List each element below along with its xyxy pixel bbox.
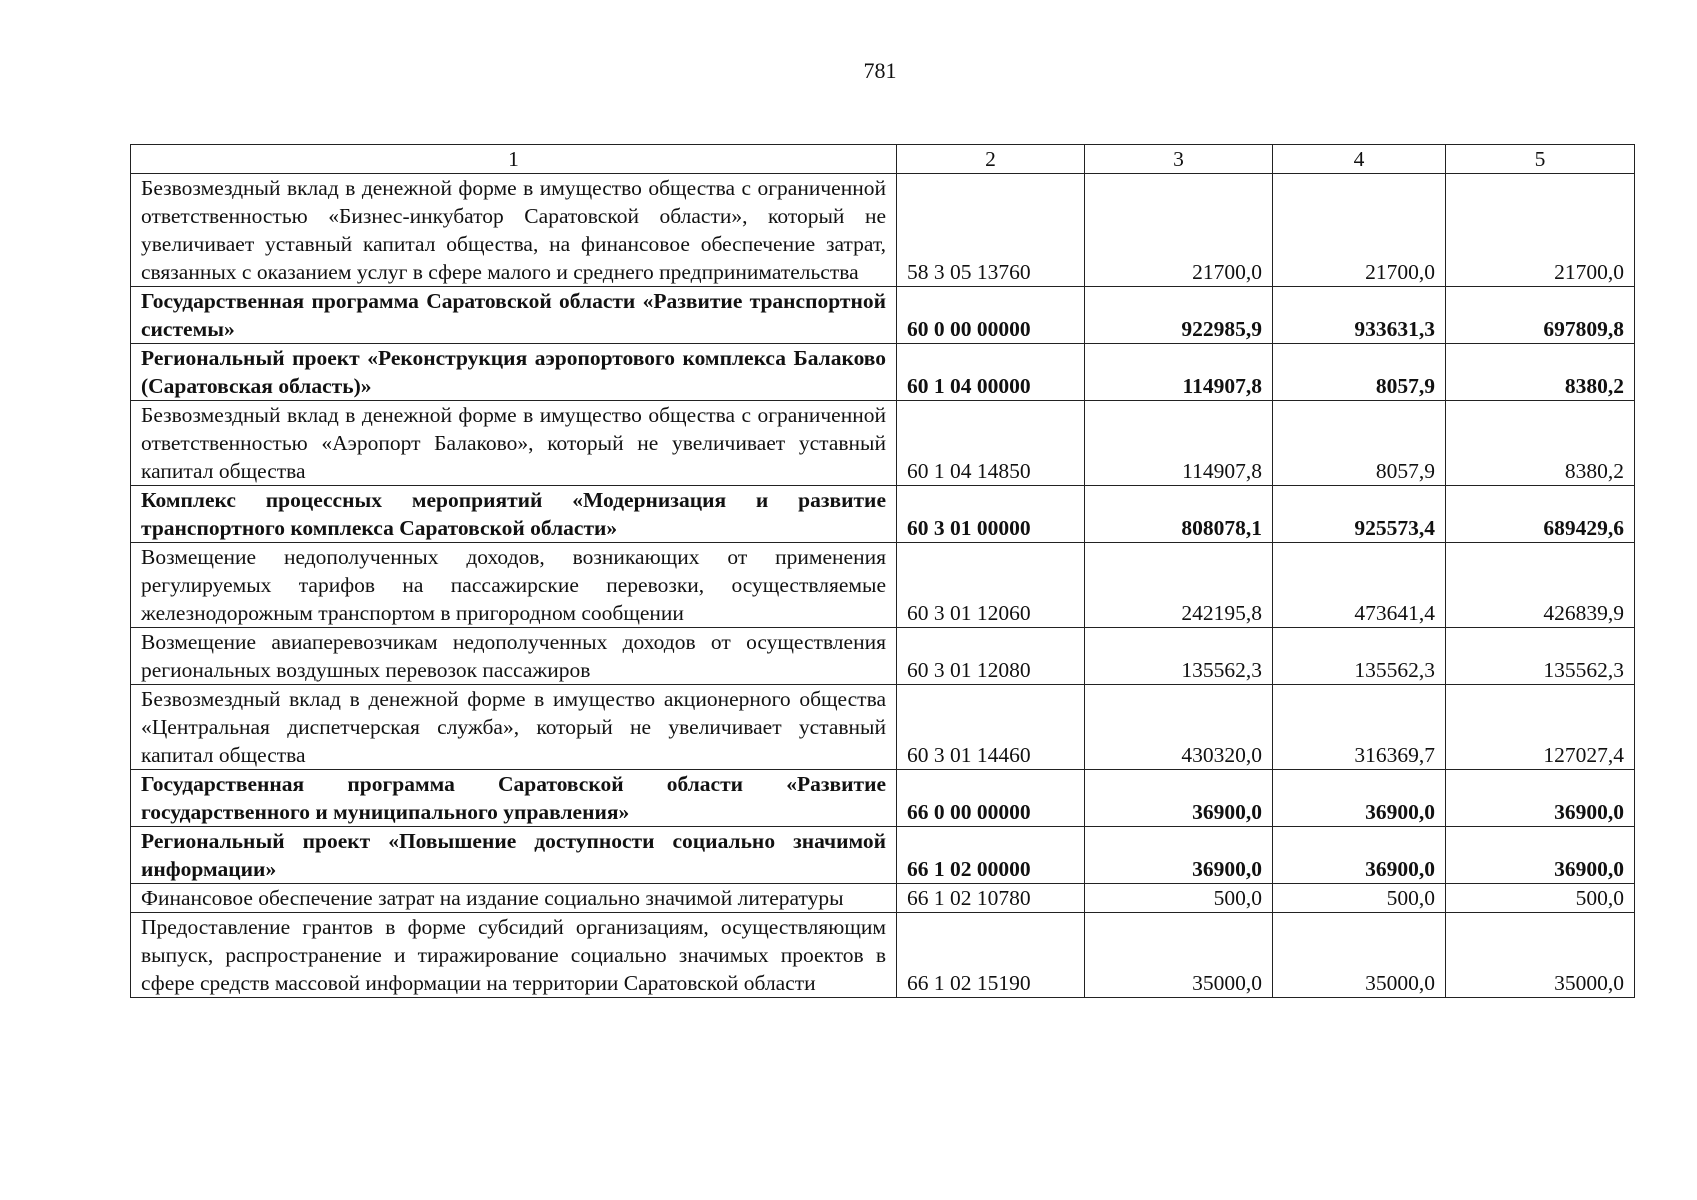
row-value-col5-cell: 500,0 — [1446, 884, 1635, 913]
row-value-col3-cell: 242195,8 — [1085, 543, 1273, 628]
row-name-cell: Комплекс процессных мероприятий «Модернизация и развитие транспортного комплекса Саратовской области» — [131, 486, 897, 543]
row-code-cell: 66 1 02 10780 — [897, 884, 1085, 913]
row-value-col3-cell: 36900,0 — [1085, 827, 1273, 884]
row-value-col4-cell: 925573,4 — [1273, 486, 1446, 543]
table-row — [131, 287, 1635, 344]
row-value-col3-cell: 135562,3 — [1085, 628, 1273, 685]
row-name-cell: Государственная программа Саратовской области «Развитие государственного и муниципального управления» — [131, 770, 897, 827]
column-header-1: 1 — [131, 145, 897, 174]
column-header-5: 5 — [1446, 145, 1635, 174]
row-code-cell: 60 1 04 14850 — [897, 401, 1085, 486]
row-value-col4-cell: 8057,9 — [1273, 401, 1446, 486]
row-code-cell: 60 3 01 00000 — [897, 486, 1085, 543]
row-value-col5-cell: 8380,2 — [1446, 401, 1635, 486]
row-name-cell: Безвозмездный вклад в денежной форме в имущество акционерного общества «Центральная диспетчерская служба», который не увеличивает уставный капитал общества — [131, 685, 897, 770]
row-name-cell: Безвозмездный вклад в денежной форме в имущество общества с ограниченной ответственностью «Аэропорт Балаково», который не увеличивает уставный капитал общества — [131, 401, 897, 486]
row-value-col5-cell: 36900,0 — [1446, 827, 1635, 884]
table-row — [131, 401, 1635, 486]
table-row — [131, 770, 1635, 827]
row-name-cell: Финансовое обеспечение затрат на издание социально значимой литературы — [131, 884, 897, 913]
row-name-cell: Безвозмездный вклад в денежной форме в имущество общества с ограниченной ответственностью «Бизнес-инкубатор Саратовской области», который не увеличивает уставный капитал общества, на финансовое обеспечение затрат, связанных с оказанием услуг в сфере малого и среднего предпринимательства — [131, 174, 897, 287]
budget-table — [130, 144, 1635, 998]
row-value-col5-cell: 127027,4 — [1446, 685, 1635, 770]
table-row — [131, 884, 1635, 913]
table-row — [131, 628, 1635, 685]
row-value-col4-cell: 8057,9 — [1273, 344, 1446, 401]
row-code-cell: 60 3 01 14460 — [897, 685, 1085, 770]
row-code-cell: 60 0 00 00000 — [897, 287, 1085, 344]
row-value-col3-cell: 114907,8 — [1085, 344, 1273, 401]
table-header-row — [131, 145, 1635, 174]
row-value-col4-cell: 36900,0 — [1273, 770, 1446, 827]
row-code-cell: 60 3 01 12060 — [897, 543, 1085, 628]
column-header-3: 3 — [1085, 145, 1273, 174]
row-value-col3-cell: 35000,0 — [1085, 913, 1273, 998]
table-row — [131, 827, 1635, 884]
table-row — [131, 174, 1635, 287]
row-code-cell: 60 1 04 00000 — [897, 344, 1085, 401]
table-row — [131, 543, 1635, 628]
row-code-cell: 58 3 05 13760 — [897, 174, 1085, 287]
row-name-cell: Региональный проект «Повышение доступности социально значимой информации» — [131, 827, 897, 884]
row-value-col4-cell: 500,0 — [1273, 884, 1446, 913]
row-name-cell: Предоставление грантов в форме субсидий организациям, осуществляющим выпуск, распространение и тиражирование социально значимых проектов в сфере средств массовой информации на территории Саратовской области — [131, 913, 897, 998]
table-row — [131, 685, 1635, 770]
row-value-col4-cell: 135562,3 — [1273, 628, 1446, 685]
row-code-cell: 66 1 02 00000 — [897, 827, 1085, 884]
row-value-col4-cell: 35000,0 — [1273, 913, 1446, 998]
row-value-col5-cell: 36900,0 — [1446, 770, 1635, 827]
table-row — [131, 913, 1635, 998]
row-value-col4-cell: 316369,7 — [1273, 685, 1446, 770]
page-number: 781 — [863, 58, 897, 83]
table-row — [131, 486, 1635, 543]
row-value-col5-cell: 426839,9 — [1446, 543, 1635, 628]
row-value-col5-cell: 21700,0 — [1446, 174, 1635, 287]
row-value-col3-cell: 500,0 — [1085, 884, 1273, 913]
row-value-col5-cell: 8380,2 — [1446, 344, 1635, 401]
row-value-col4-cell: 473641,4 — [1273, 543, 1446, 628]
row-value-col3-cell: 114907,8 — [1085, 401, 1273, 486]
row-name-cell: Возмещение недополученных доходов, возникающих от применения регулируемых тарифов на пассажирские перевозки, осуществляемые железнодорожным транспортом в пригородном сообщении — [131, 543, 897, 628]
row-value-col4-cell: 21700,0 — [1273, 174, 1446, 287]
row-value-col5-cell: 697809,8 — [1446, 287, 1635, 344]
row-value-col5-cell: 35000,0 — [1446, 913, 1635, 998]
row-value-col4-cell: 36900,0 — [1273, 827, 1446, 884]
row-code-cell: 66 1 02 15190 — [897, 913, 1085, 998]
table-row — [131, 344, 1635, 401]
row-code-cell: 60 3 01 12080 — [897, 628, 1085, 685]
row-value-col3-cell: 922985,9 — [1085, 287, 1273, 344]
row-value-col3-cell: 36900,0 — [1085, 770, 1273, 827]
column-header-4: 4 — [1273, 145, 1446, 174]
row-code-cell: 66 0 00 00000 — [897, 770, 1085, 827]
row-value-col5-cell: 689429,6 — [1446, 486, 1635, 543]
row-value-col3-cell: 430320,0 — [1085, 685, 1273, 770]
row-value-col5-cell: 135562,3 — [1446, 628, 1635, 685]
row-name-cell: Возмещение авиаперевозчикам недополученных доходов от осуществления региональных воздушных перевозок пассажиров — [131, 628, 897, 685]
row-name-cell: Региональный проект «Реконструкция аэропортового комплекса Балаково (Саратовская область)» — [131, 344, 897, 401]
row-value-col4-cell: 933631,3 — [1273, 287, 1446, 344]
row-value-col3-cell: 808078,1 — [1085, 486, 1273, 543]
row-name-cell: Государственная программа Саратовской области «Развитие транспортной системы» — [131, 287, 897, 344]
row-value-col3-cell: 21700,0 — [1085, 174, 1273, 287]
column-header-2: 2 — [897, 145, 1085, 174]
